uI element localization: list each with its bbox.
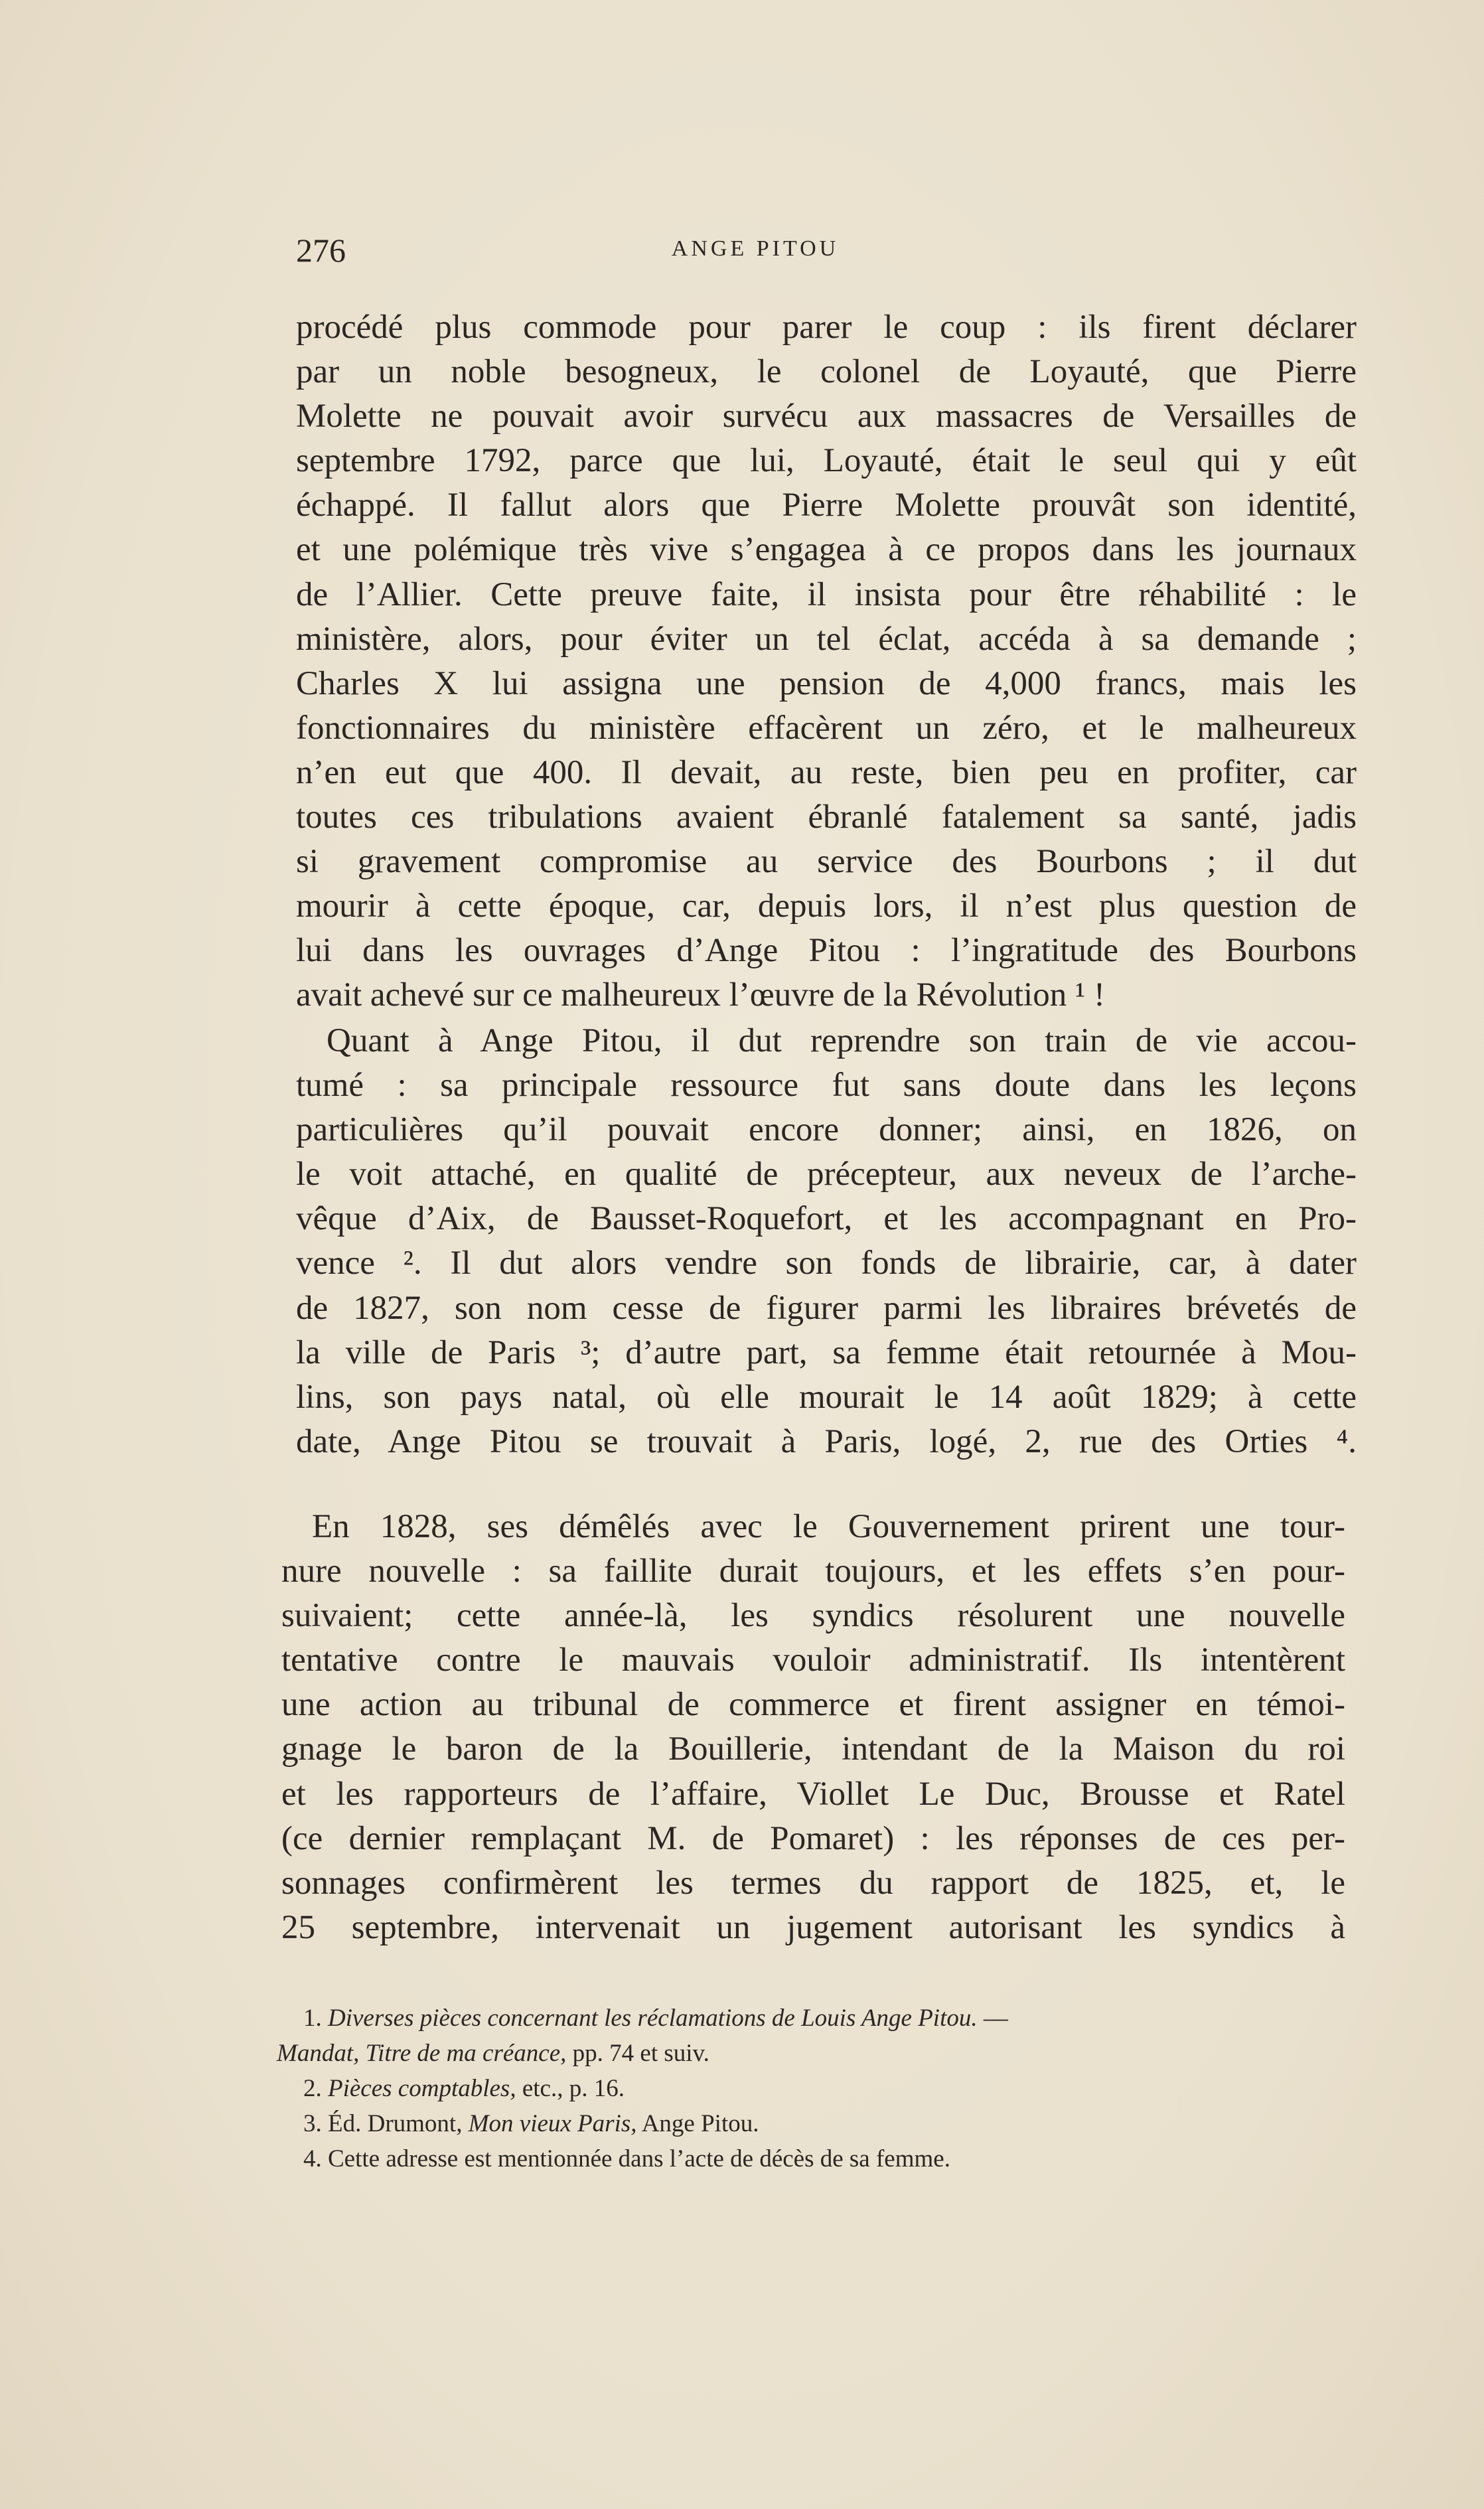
paragraph-1: [296, 305, 1357, 1018]
text-line: tumé : sa principale ressource fut sans doute dans les leçons: [296, 1067, 1357, 1104]
text-line: une action au tribunal de commerce et firent assigner en témoi-: [281, 1686, 1345, 1724]
text-line: (ce dernier remplaçant M. de Pomaret) : les réponses de ces per-: [281, 1819, 1345, 1857]
text-line: sonnages confirmèrent les termes du rapport de 1825, et, le: [281, 1864, 1345, 1902]
text-line: par un noble besogneux, le colonel de Loyauté, que Pierre: [296, 353, 1357, 391]
text-line: tentative contre le mauvais vouloir administratif. Ils intentèrent: [281, 1641, 1345, 1679]
text-line: de l’Allier. Cette preuve faite, il insista pour être réhabilité : le: [296, 575, 1357, 613]
text-line: procédé plus commode pour parer le coup : ils firent déclarer: [296, 309, 1357, 346]
text-line: En 1828, ses démêlés avec le Gouvernement prirent une tour-: [312, 1508, 1345, 1545]
text-line: septembre 1792, parce que lui, Loyauté, était le seul qui y eût: [296, 442, 1357, 480]
text-line: la ville de Paris ³; d’autre part, sa femme était retournée à Mou-: [296, 1333, 1357, 1371]
text-line: 25 septembre, intervenait un jugement autorisant les syndics à: [281, 1908, 1345, 1946]
text-line: le voit attaché, en qualité de précepteur, aux neveux de l’arche-: [296, 1156, 1357, 1193]
text-line: et une polémique très vive s’engagea à ce propos dans les journaux: [296, 531, 1357, 569]
text-line: particulières qu’il pouvait encore donner; ainsi, en 1826, on: [296, 1111, 1357, 1149]
text-line: vence ². Il dut alors vendre son fonds de librairie, car, à dater: [296, 1245, 1357, 1282]
text-line: toutes ces tribulations avaient ébranlé fatalement sa santé, jadis: [296, 798, 1357, 836]
text-line: mourir à cette époque, car, depuis lors, il n’est plus question de: [296, 887, 1357, 925]
text-line: ministère, alors, pour éviter un tel éclat, accéda à sa demande ;: [296, 620, 1357, 658]
text-line: vêque d’Aix, de Bausset-Roquefort, et les accompagnant en Pro-: [296, 1200, 1357, 1238]
text-line: si gravement compromise au service des Bourbons ; il dut: [296, 843, 1357, 881]
running-title: ANGE PITOU: [671, 236, 840, 261]
text-line: n’en eut que 400. Il devait, au reste, bien peu en profiter, car: [296, 753, 1357, 791]
text-line: Quant à Ange Pitou, il dut reprendre son train de vie accou-: [327, 1022, 1357, 1059]
text-line: lins, son pays natal, où elle mourait le 14 août 1829; à cette: [296, 1378, 1357, 1416]
text-line: suivaient; cette année-là, les syndics résolurent une nouvelle: [281, 1597, 1345, 1635]
text-line: échappé. Il fallut alors que Pierre Molette prouvât son identité,: [296, 487, 1357, 524]
footnote-3: 3. Éd. Drumont, Mon vieux Paris, Ange Pitou.: [303, 2110, 759, 2137]
text-line: et les rapporteurs de l’affaire, Viollet Le Duc, Brousse et Ratel: [281, 1775, 1345, 1813]
footnote-2: 2. Pièces comptables, etc., p. 16.: [303, 2075, 625, 2102]
text-line: gnage le baron de la Bouillerie, intendant de la Maison du roi: [281, 1730, 1345, 1768]
text-line: date, Ange Pitou se trouvait à Paris, logé, 2, rue des Orties ⁴.: [296, 1422, 1357, 1460]
text-line: nure nouvelle : sa faillite durait toujours, et les effets s’en pour-: [281, 1553, 1345, 1590]
paragraph-2: [296, 1019, 1357, 1464]
footnote-1: 1. Diverses pièces concernant les réclamations de Louis Ange Pitou. —: [303, 2005, 1008, 2032]
text-line: Charles X lui assigna une pension de 4,000 francs, mais les: [296, 664, 1357, 702]
text-line: avait achevé sur ce malheureux l’œuvre de la Révolution ¹ !: [296, 976, 1105, 1014]
text-line: fonctionnaires du ministère effacèrent un zéro, et le malheureux: [296, 709, 1357, 747]
page-number: 276: [296, 232, 346, 269]
footnote-1-continued: Mandat, Titre de ma créance, pp. 74 et suiv.: [277, 2040, 709, 2067]
text-line: lui dans les ouvrages d’Ange Pitou : l’ingratitude des Bourbons: [296, 932, 1357, 970]
text-line: Molette ne pouvait avoir survécu aux massacres de Versailles de: [296, 398, 1357, 435]
text-line: de 1827, son nom cesse de figurer parmi les libraires brévetés de: [296, 1289, 1357, 1327]
paragraph-3: [281, 1505, 1345, 1950]
footnotes: [277, 2001, 1342, 2176]
footnote-4: 4. Cette adresse est mentionnée dans l’acte de décès de sa femme.: [303, 2145, 950, 2172]
